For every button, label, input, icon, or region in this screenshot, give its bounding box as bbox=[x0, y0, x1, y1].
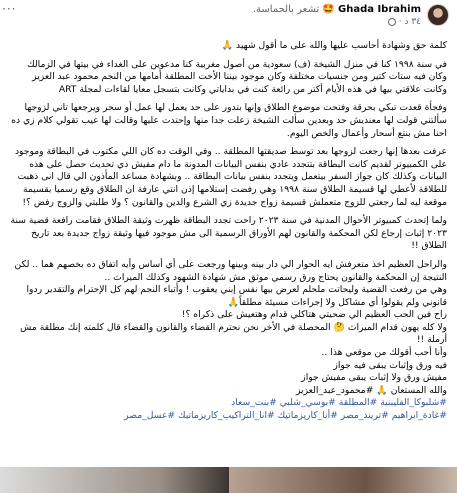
feeling-text: تشعر بالحماسة. bbox=[252, 4, 320, 15]
globe-icon bbox=[388, 18, 396, 26]
post-paragraph: والراحل العظيم اخذ متعرفش ايه الحوار الي دار بينه وبينها ورجعت على أي أساس وأيه اتفاق ده بخصهم هما .. لكن النتيجة إن المحكمة والقانون يحتاج ورق رسمي موثق مش شهادة الشهود وكذلك الميراث .. bbox=[14, 258, 447, 283]
post-paragraph: وهي من رفعت القضية وليحاتت ملحلم لعرض بيها نفس إبني يعقوب ! وأتباء النجم لهم كل الإحترام والتقدير ردوا قانوني ولم يقولوا أي مشاكل ولا إجراءات مسيئة مطلقاً🙏 bbox=[26, 284, 447, 308]
attached-photos[interactable] bbox=[0, 467, 457, 493]
post-paragraph: مفيش ورق ولا إثبات يبقى مفيش جواز bbox=[301, 372, 447, 384]
photo-left[interactable] bbox=[229, 467, 457, 493]
post-paragraph: عرفت بعدها إنها رجعت لزوجها بعد توسط صديقتها المطلقة .. وفي الوقت ده كان اللي مكتوب في البطاقة وموجود على الكمبيوتر لقديم كانت البطاقة بتتجدد عادي بنفس البيانات المدونة ما دام مفيش ذي تحديث حصل على هذه البيانات وكذلك كان جواز السفر بيتعمل ويتجدد بنفس بيانات البطاقة .. وبشهادة مساعد المأذون الي قال انى ذهبت للطلاقة لأعطي لها قسيمة الطلاق سنة ١٩٩٨ وهي رفضت إستلامها إذن انتي عارفة ان الطلاق وقع رسميا بقسيمة موقعة ليه لما رجعتي للزوج متعملش قسيمة زواج جديدة زي الشرع والدين والقانون ؟ ولا طلبتي والزوج رفض ؟! bbox=[14, 146, 447, 208]
post-paragraph: راح فين الحب العظيم الي ضحيتي هتاكلي قدام وهتعيش على ذكراه ؟! bbox=[181, 309, 447, 321]
feeling-emoji: 🤩 bbox=[322, 4, 335, 15]
hashtag-line[interactable]: #غادة_ابراهيم #تريند_مصر #أنا_كاريزماتيك #انا_التراكيب_كاريزماتيك #عسل_مصر bbox=[124, 410, 447, 422]
hashtag-line[interactable]: #شلبوكا_الفليبنية #المطلقة #بوسي_شلبي #بنت_سعاد bbox=[231, 397, 447, 409]
post-header bbox=[8, 4, 449, 30]
post-paragraph: ولما إتحدث كمبيوتر الأحوال المدنية في سنة ٢٠٢٣ راحت تجدد البطاقة ظهرت وثيقة الطلاق فقامت رافعة قضية سنة ٢٠٢٣ إثبات إرجاع لكن المحكمة والقانون لهم الأوراق الرسمية الى مش موجود فيها وثيقة زواج جديدة بعد تاريخ الطلاق !! bbox=[10, 215, 447, 252]
timestamp[interactable]: ٣٤ د · bbox=[398, 17, 421, 27]
author-name[interactable]: Ghada Ibrahim bbox=[338, 4, 421, 15]
post-body bbox=[8, 40, 447, 423]
post-paragraph: وفجأة قعدت تبكي بحرقة وفتحت موضوع الطلاق وإنها بتدور على حد يعمل لها عمل أو سحر ويرجعها تاني لزوجها سألتني قولت لها معنديش حد وبعدين سألت الشيخة زعلت جدا منها وإحتدت عليها وقالت لها عيب تقولي كلام زي ده احنا مش بنتع أسحار وأعمال والخص اليوم. bbox=[11, 102, 447, 139]
post-paragraph: فيه ورق وإثبات يبقى فيه جواز bbox=[333, 359, 447, 371]
post-paragraph: كلمة حق وشهادة أحاسب عليها والله على ما أقول شهيد 🙏 bbox=[221, 40, 447, 51]
post-paragraph: في سنة ١٩٩٨ كنا في منزل الشيخة (ف) سعودية من أصول مغربية كنا مدعوين على الغداء في بيتها في الزمالك وكان فيه ستات كتير ومن جنسيات مختلفة وكان موجود بيننا الأخت المطلقة أمامها من النجم محمود عبد العزيز وكانت علاقتي بيها في هذه الأيام أكتر من رائعة كنت في بداياتي وكانت بتسجل معايا لقاءات لمجلة ART bbox=[27, 58, 447, 95]
photo-right[interactable] bbox=[0, 467, 229, 493]
post-paragraph: والله المستعان 🙏 #محمود_عبد_العزيز bbox=[295, 384, 447, 396]
header-text bbox=[253, 4, 421, 28]
post-paragraph: ولا كله يهون قدام الميراث 🤔 المحصلة في الأخر نحن نحترم القضاء والقانون والقضاء قال كلمته إنك مطلقة مش أرملة !! bbox=[20, 321, 447, 346]
more-options-icon[interactable]: ··· bbox=[2, 2, 17, 16]
post-meta bbox=[253, 16, 421, 28]
avatar[interactable] bbox=[427, 4, 449, 26]
post-paragraph: وأنا أحب أقولك من موقعي هذا .. bbox=[321, 347, 447, 359]
